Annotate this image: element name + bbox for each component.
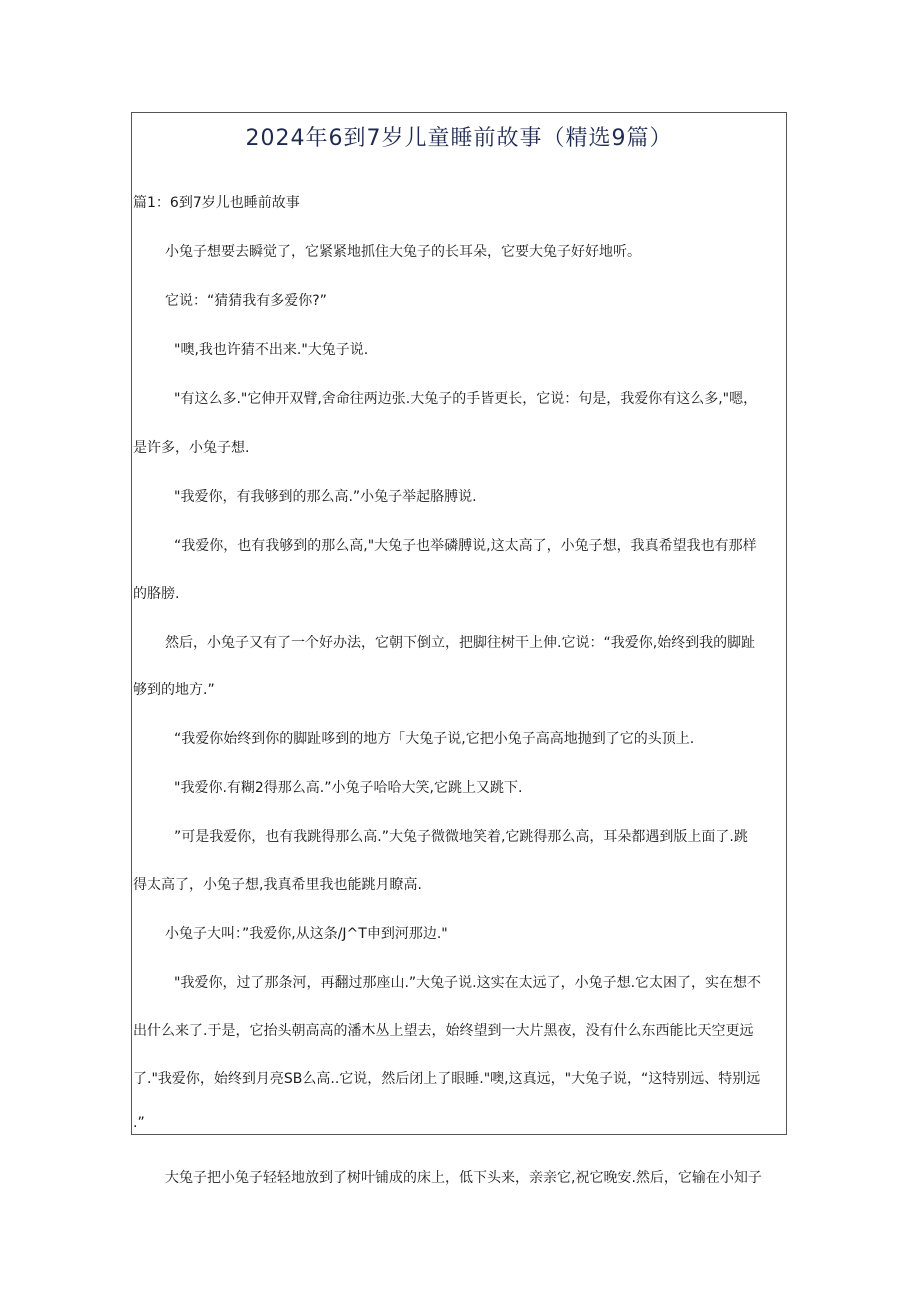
text-line: "我爱你.有糊2得那么高.”小兔子哈哈大笑,它跳上又跳下. <box>174 780 523 796</box>
text-line: "我爱你，过了那条河，再翻过那座山.”大兔子说.这实在太远了，小兔子想.它太困了，实在想不 <box>174 975 762 991</box>
text-line: 然后，小兔子又有了一个好办法，它朝下倒立，把脚往树干上伸.它说：“我爱你,始终到我的脚趾 <box>165 635 756 651</box>
text-line: “我爱你始终到你的脚趾哆到的地方「大兔子说,它把小兔子高高地抛到了它的头顶上. <box>174 731 695 747</box>
text-line: "我爱你，有我够到的那么高.”小兔子举起胳膊说. <box>174 489 477 505</box>
document-title: 2024年6到7岁儿童睡前故事（精选9篇） <box>245 126 673 151</box>
text-line: 是许多，小兔子想. <box>133 440 250 456</box>
text-line: 了."我爱你，始终到月亮SB么高..它说，然后闭上了眼睡."噢,这真远，"大兔子说，“这特别远、特别远 <box>133 1071 761 1087</box>
text-line: “我爱你，也有我够到的那么高,"大兔子也举磷膊说,这太高了，小兔子想，我真希望我也有那样 <box>174 538 757 554</box>
text-line: 它说：“猜猜我有多爱你?” <box>165 293 327 309</box>
text-line: 小兔子想要去瞬觉了，它紧紧地抓住大兔子的长耳朵，它要大兔子好好地听。 <box>165 244 641 260</box>
text-line: 得太高了，小兔子想,我真希里我也能跳月瞭高. <box>133 877 422 893</box>
text-line: 够到的地方.” <box>133 682 215 698</box>
text-line: ”可是我爱你，也有我跳得那么高.”大兔子微微地笑着,它跳得那么高，耳朵都遇到版上面了.跳 <box>174 829 748 845</box>
text-line: 大兔子把小兔子轻轻地放到了树叶铺成的床上，低下头来，亲亲它,祝它晚安.然后，它输在小知子 <box>165 1170 762 1186</box>
text-line: 出什么来了.于是，它抬头朝高高的潘木丛上望去，始终望到一大片黑夜，没有什么东西能比天空更远 <box>133 1023 754 1039</box>
text-line: "噢,我也许猜不出来."大兔子说. <box>174 342 369 358</box>
text-line: 的胳膀. <box>133 586 180 602</box>
text-line: 小兔子大叫：”我爱你,从这条/J^T申到河那边." <box>165 926 448 942</box>
text-line: "有这么多."它伸开双臂,舍命往两边张.大兔子的手皆更长，它说：句是，我爱你有这么多,"嗯， <box>174 391 758 407</box>
section-heading: 篇1：6到7岁儿也睡前故事 <box>133 195 300 211</box>
text-line: .” <box>133 1115 145 1131</box>
